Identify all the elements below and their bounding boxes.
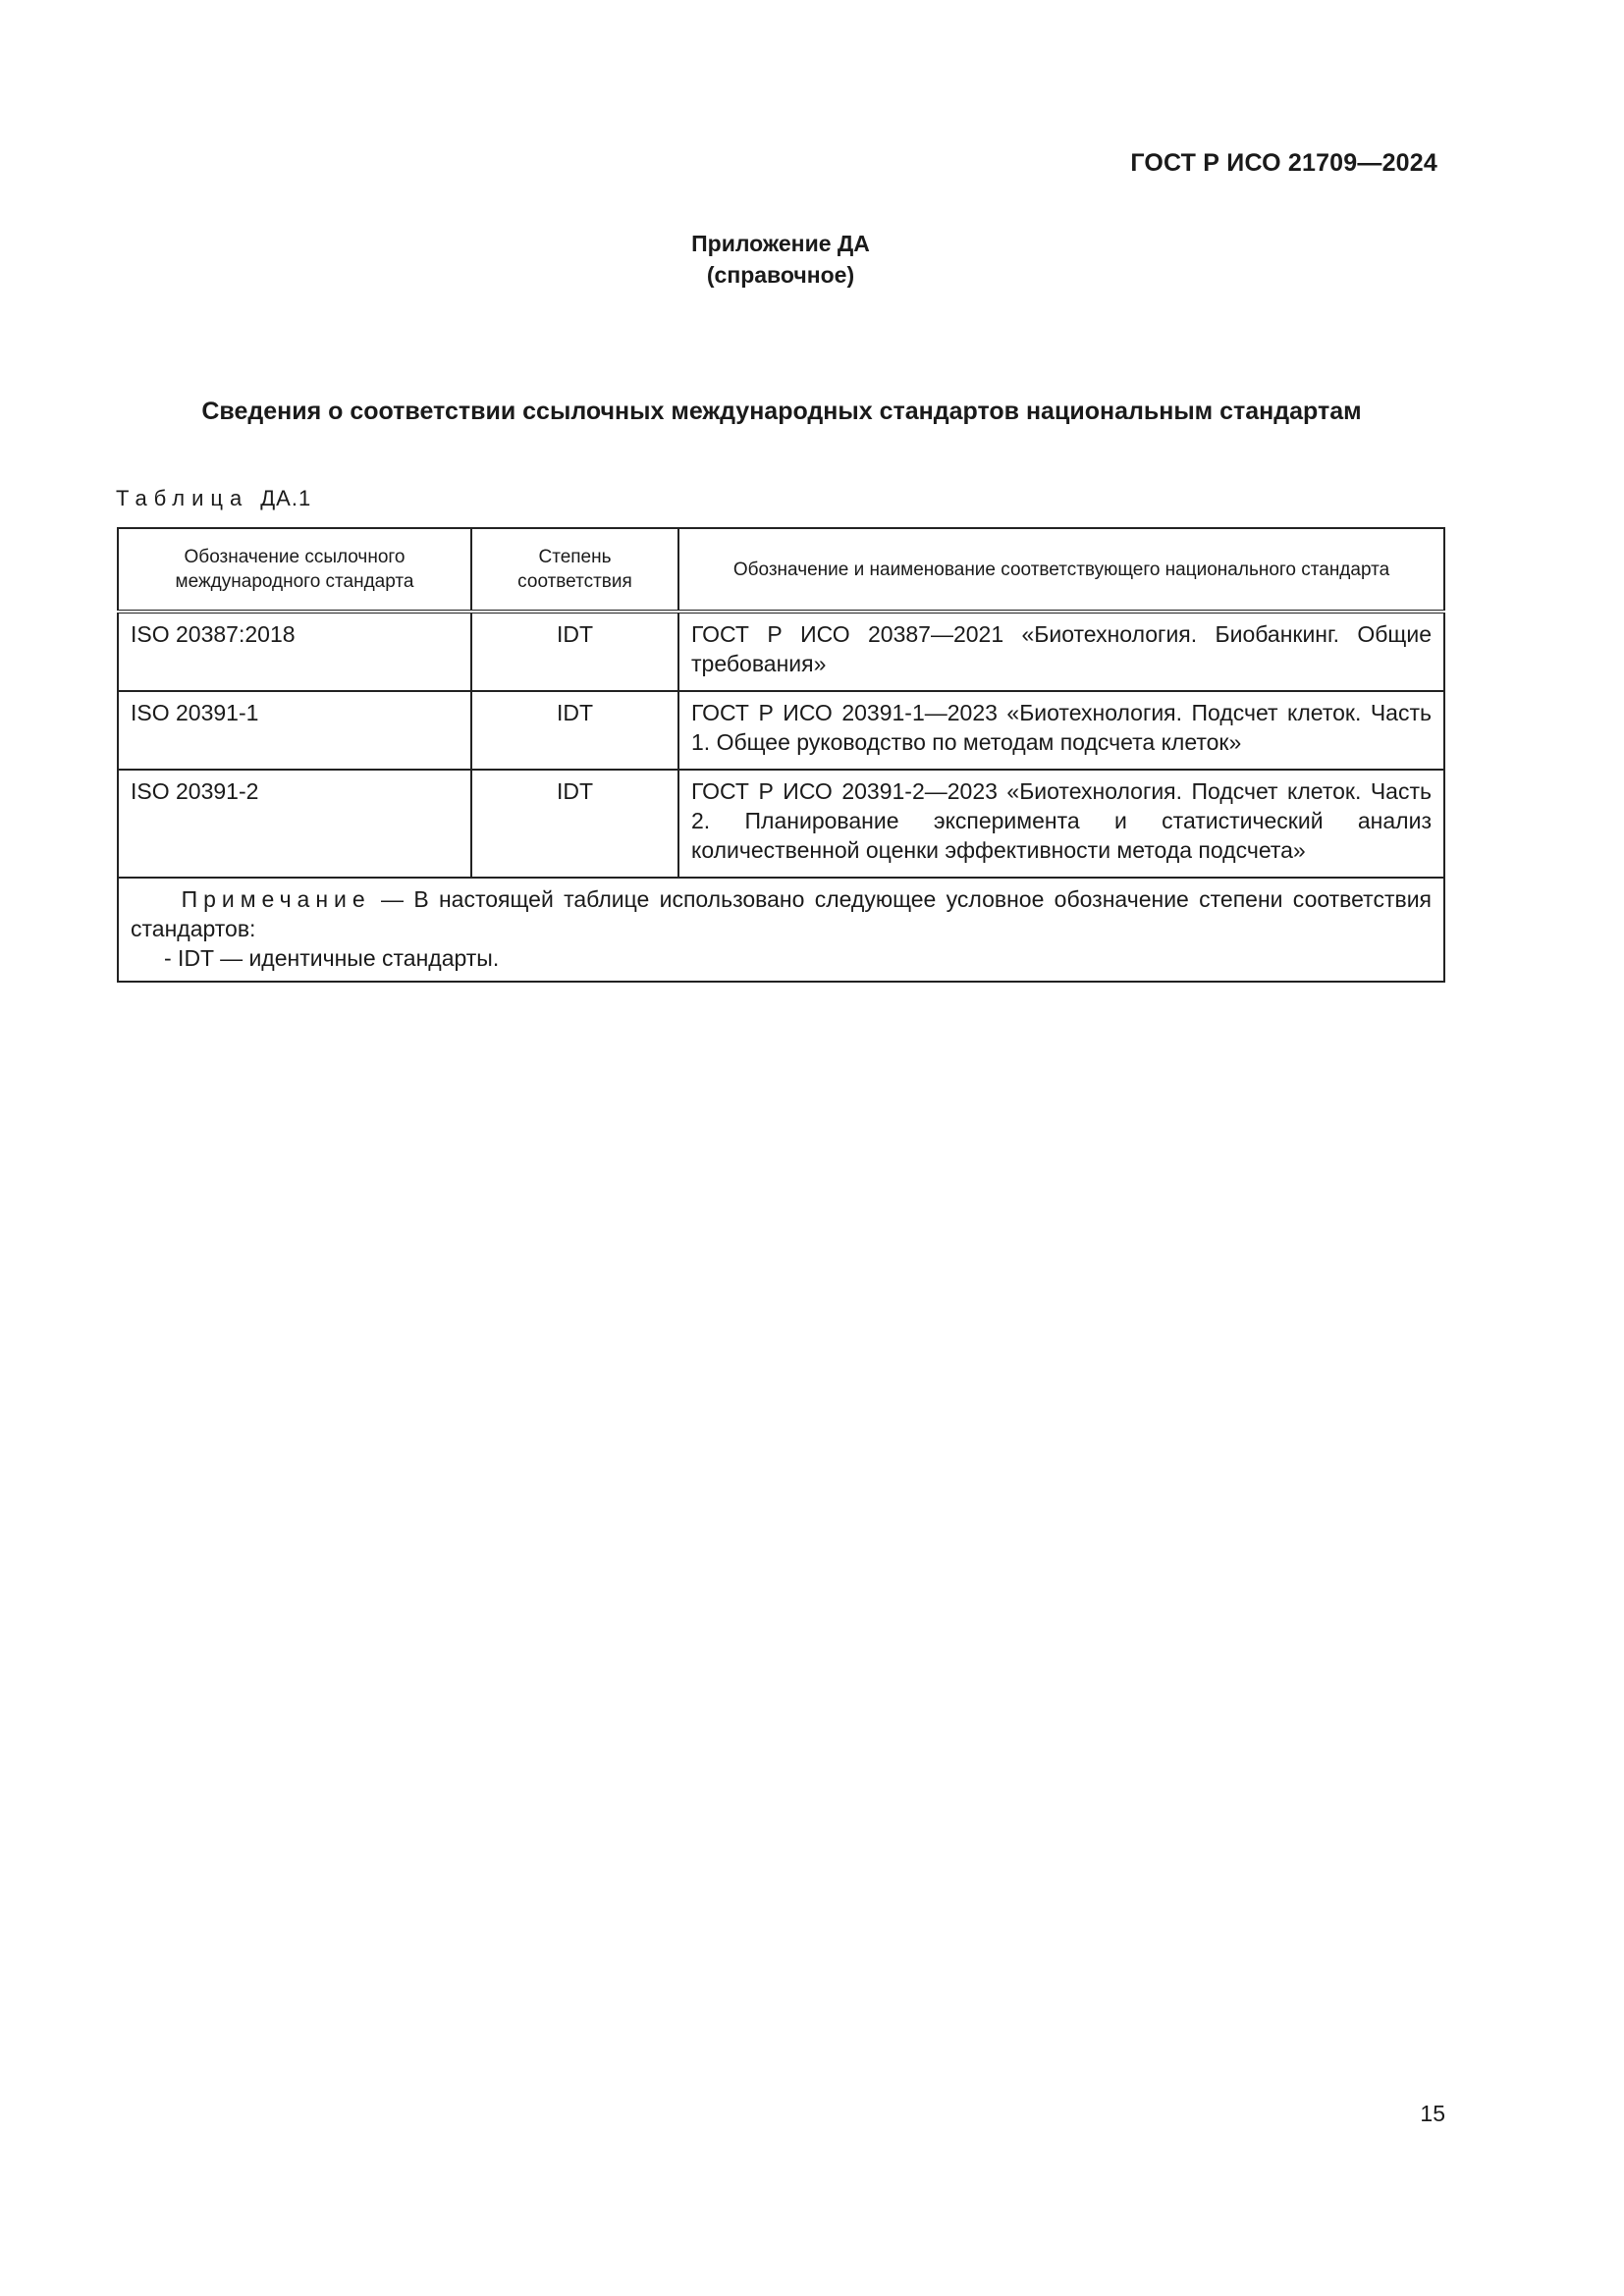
section-title: Сведения о соответствии ссылочных международных стандартов национальным стандартам — [201, 398, 1362, 425]
correspondence-table — [117, 527, 1445, 983]
table-header-row — [118, 528, 1444, 612]
table-row — [118, 612, 1444, 691]
cell-degree: IDT — [471, 612, 678, 691]
cell-national: ГОСТ Р ИСО 20391-2—2023 «Биотехнология. Подсчет клеток. Часть 2. Планирование эксперимента и статистический анализ количественной оценки эффективности метода подсчета» — [678, 770, 1444, 878]
table-note-row — [118, 878, 1444, 982]
table-caption-label: Таблица — [116, 486, 249, 510]
table-row — [118, 691, 1444, 770]
cell-degree: IDT — [471, 691, 678, 770]
table-note — [118, 878, 1444, 982]
note-label: Примечание — [181, 886, 371, 912]
cell-national: ГОСТ Р ИСО 20391-1—2023 «Биотехнология. Подсчет клеток. Часть 1. Общее руководство по методам подсчета клеток» — [678, 691, 1444, 770]
note-text: — В настоящей таблице использовано следующее условное обозначение степени соответствия стандартов: — [131, 886, 1433, 941]
cell-national: ГОСТ Р ИСО 20387—2021 «Биотехнология. Биобанкинг. Общие требования» — [678, 612, 1444, 691]
cell-code: ISO 20387:2018 — [118, 612, 471, 691]
table-caption-number: ДА.1 — [260, 486, 312, 510]
table-caption — [116, 486, 311, 511]
note-paragraph — [131, 884, 1432, 943]
annex-title: Приложение ДА — [691, 231, 870, 256]
document-code: ГОСТ Р ИСО 21709—2024 — [1130, 149, 1437, 177]
header-national-standard: Обозначение и наименование соответствующего национального стандарта — [678, 528, 1444, 612]
annex-heading — [0, 228, 1561, 291]
cell-degree: IDT — [471, 770, 678, 878]
table-row — [118, 770, 1444, 878]
header-international-standard: Обозначение ссылочного международного стандарта — [118, 528, 471, 612]
page-number: 15 — [1420, 2101, 1445, 2126]
annex-type: (справочное) — [706, 262, 855, 288]
note-item: - IDT — идентичные стандарты. — [164, 945, 500, 971]
header-degree: Степень соответствия — [471, 528, 678, 612]
cell-code: ISO 20391-1 — [118, 691, 471, 770]
cell-code: ISO 20391-2 — [118, 770, 471, 878]
